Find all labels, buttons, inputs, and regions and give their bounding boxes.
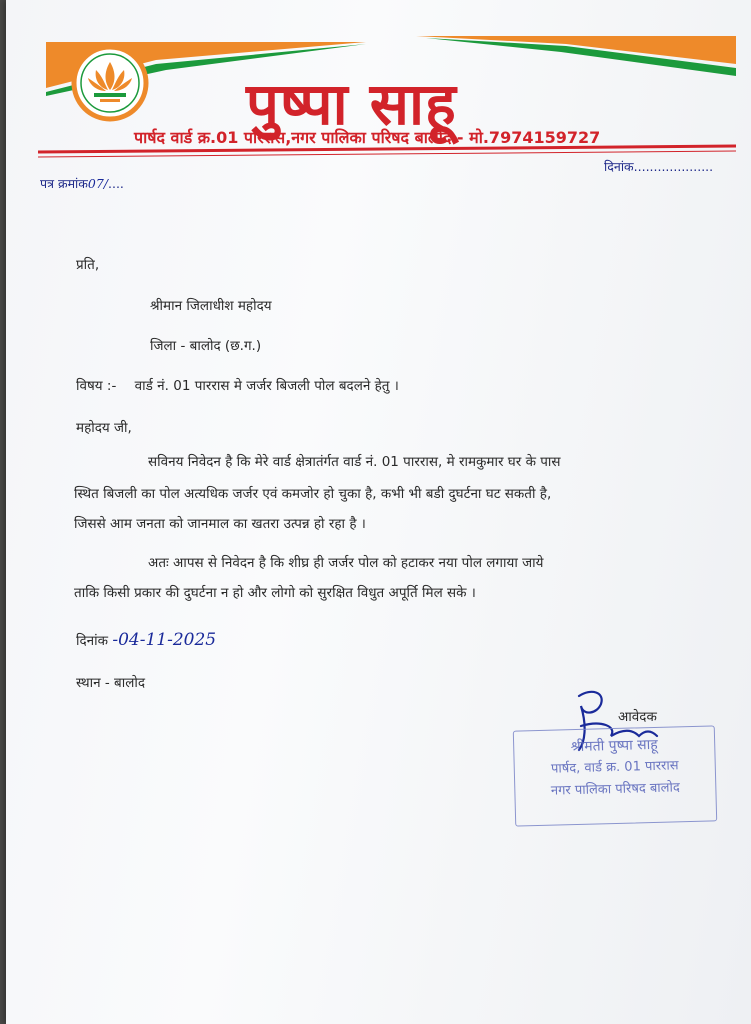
subject-text: वार्ड नं. 01 पाररास मे जर्जर बिजली पोल बदलने हेतु । [134, 378, 399, 394]
paragraph-2-line-1: अतः आपस से निवेदन है कि शीघ्र ही जर्जर पोल को हटाकर नया पोल लगाया जाये [148, 555, 544, 571]
recipient-line-1: श्रीमान जिलाधीश महोदय [150, 298, 272, 314]
reference-label: पत्र क्रमांक [40, 176, 88, 191]
paragraph-1-line-2: स्थित बिजली का पोल अत्यधिक जर्जर एवं कमजोर हो चुका है, कभी भी बडी दुघर्टना घट सकती है, [74, 486, 552, 502]
greeting: महोदय जी, [76, 420, 132, 436]
letterhead-name: पुष्पा साहू [246, 70, 457, 138]
stamp-line-2: पार्षद, वार्ड क्र. 01 पाररास [550, 758, 679, 777]
letter-date-label: दिनांक [76, 633, 109, 649]
paragraph-1-line-1: सविनय निवेदन है कि मेरे वार्ड क्षेत्रातंर्गत वार्ड नं. 01 पाररास, मे रामकुमार घर के पास [148, 454, 561, 470]
applicant-label: आवेदक [618, 709, 657, 725]
paragraph-2-line-2: ताकि किसी प्रकार की दुघर्टना न हो और लोगो को सुरक्षित विधुत अपूर्ति मिल सके । [74, 585, 476, 601]
official-stamp [513, 725, 717, 826]
letter-date [76, 630, 216, 650]
recipient-line-2: जिला - बालोद (छ.ग.) [150, 338, 262, 354]
letter-page [6, 0, 751, 1024]
stamp-line-3: नगर पालिका परिषद बालोद [550, 780, 680, 799]
paragraph-1-line-3: जिससे आम जनता को जानमाल का खतरा उत्पन्न हो रहा है । [74, 516, 366, 532]
letterhead-date: दिनांक.................... [604, 159, 714, 174]
lotus-emblem-icon [74, 47, 146, 119]
letterhead-subline: पार्षद वार्ड क्र.01 पाररास,नगर पालिका परिषद बालोद - मो.7974159727 [134, 128, 601, 147]
reference-number: पत्र क्रमांक07/.... [40, 176, 124, 191]
subject [76, 376, 399, 394]
salutation-to: प्रति, [76, 257, 100, 273]
letter-date-value: -04-11-2025 [112, 630, 217, 650]
reference-value: 07/ [87, 176, 109, 191]
stamp-line-1: श्रीमती पुष्पा साहू [570, 736, 658, 756]
subject-label: विषय :- [76, 378, 117, 394]
place: स्थान - बालोद [76, 675, 146, 691]
